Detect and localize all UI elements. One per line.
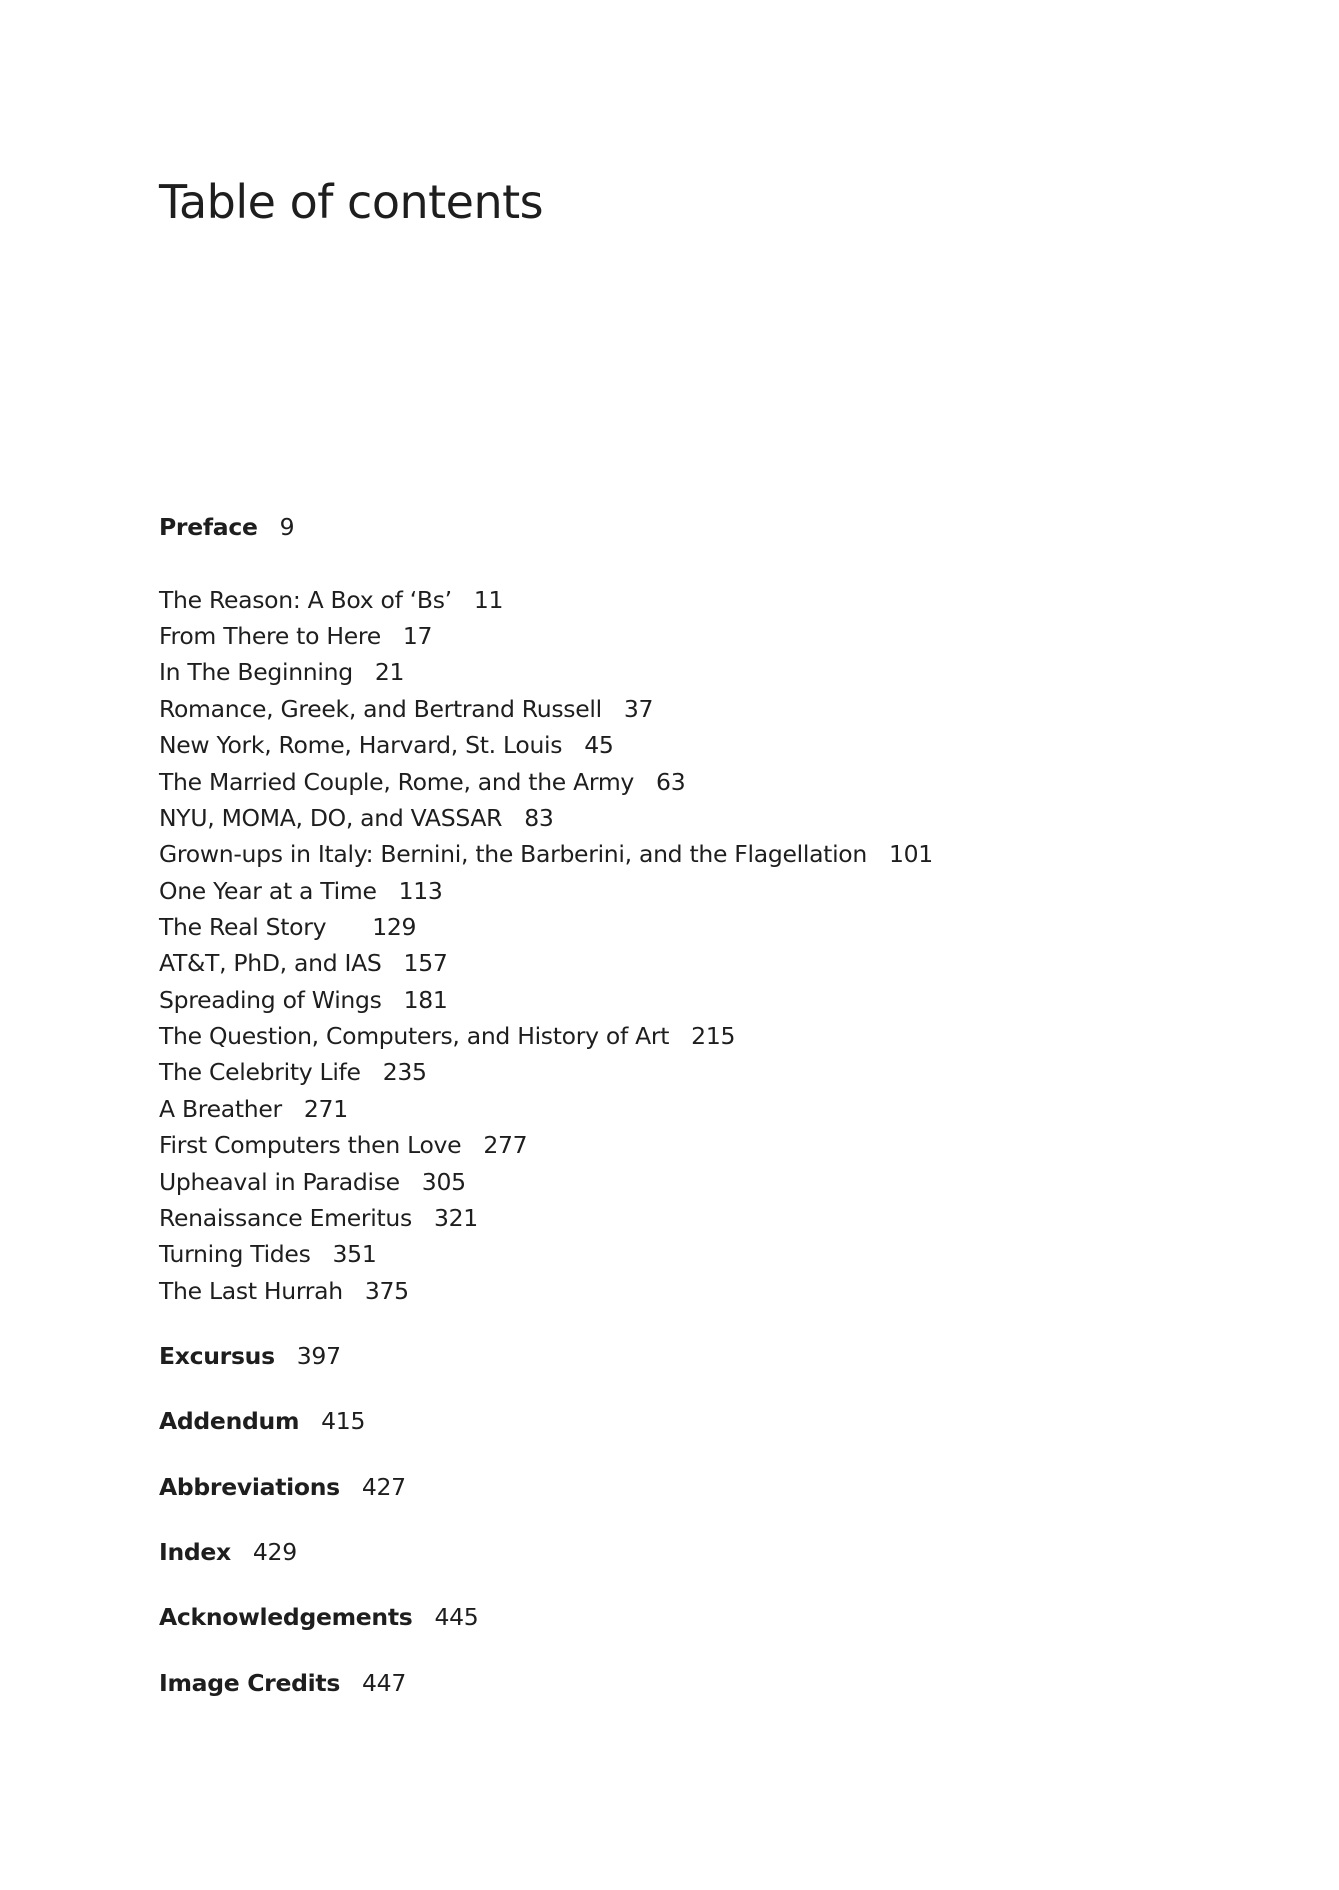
- toc-entry-page: 9: [279, 513, 295, 541]
- toc-entry-page: 181: [403, 986, 448, 1014]
- toc-entry-title: New York, Rome, Harvard, St. Louis: [159, 731, 563, 759]
- toc-entry-page: 375: [364, 1277, 409, 1305]
- toc-entry-page: 83: [524, 804, 554, 832]
- toc-entry-title: The Real Story: [159, 913, 327, 941]
- toc-entry-chapter: [159, 1238, 376, 1270]
- toc-entry-page: 415: [321, 1407, 366, 1435]
- toc-entry-title: The Question, Computers, and History of Art: [159, 1022, 670, 1050]
- toc-entry-title: Renaissance Emeritus: [159, 1204, 412, 1232]
- toc-entry-title: First Computers then Love: [159, 1131, 462, 1159]
- toc-entry-page: 45: [584, 731, 614, 759]
- toc-entry-page: 113: [398, 877, 443, 905]
- toc-entry-page: 37: [623, 695, 654, 723]
- toc-entry-page: 101: [888, 840, 933, 868]
- toc-entry-page: 215: [691, 1022, 736, 1050]
- toc-entry-page: 305: [421, 1168, 466, 1196]
- toc-entry-title: Romance, Greek, and Bertrand Russell: [159, 695, 602, 723]
- toc-entry-page: 63: [656, 768, 686, 796]
- toc-entry-chapter: [159, 729, 614, 761]
- toc-entry-title: Preface: [159, 513, 258, 541]
- toc-entry-excursus: [159, 1340, 341, 1372]
- toc-entry-title: Abbreviations: [159, 1473, 340, 1501]
- toc-entry-addendum: [159, 1405, 365, 1437]
- toc-entry-chapter: [159, 766, 685, 798]
- toc-entry-page: 11: [473, 586, 504, 614]
- toc-entry-title: NYU, MOMA, DO, and VASSAR: [159, 804, 503, 832]
- toc-entry-page: 429: [252, 1538, 297, 1566]
- toc-entry-title: Acknowledgements: [159, 1603, 413, 1631]
- toc-entry-chapter: [159, 911, 416, 943]
- toc-entry-title: The Reason: A Box of ‘Bs’: [159, 586, 452, 614]
- toc-entry-chapter: [159, 1093, 348, 1125]
- toc-entry-preface: [159, 511, 294, 543]
- toc-entry-chapter: [159, 1056, 427, 1088]
- toc-entry-title: Image Credits: [159, 1669, 341, 1697]
- toc-entry-chapter: [159, 693, 653, 725]
- toc-entry-page: 447: [362, 1669, 406, 1697]
- toc-entry-chapter: [159, 1202, 478, 1234]
- toc-entry-page: 277: [483, 1131, 528, 1159]
- toc-entry-chapter: [159, 947, 448, 979]
- toc-entry-chapter: [159, 584, 503, 616]
- toc-entry-chapter: [159, 802, 554, 834]
- toc-entry-chapter: [159, 875, 443, 907]
- toc-entry-title: Addendum: [159, 1407, 300, 1435]
- toc-entry-chapter: [159, 1275, 409, 1307]
- toc-entry-title: Upheaval in Paradise: [159, 1168, 400, 1196]
- toc-entry-abbreviations: [159, 1471, 406, 1503]
- toc-entry-title: Spreading of Wings: [159, 986, 382, 1014]
- toc-entry-chapter: [159, 984, 448, 1016]
- toc-entry-acknowledgements: [159, 1601, 478, 1633]
- toc-entry-page: 321: [433, 1204, 478, 1232]
- toc-entry-page: 235: [382, 1058, 427, 1086]
- toc-entry-chapter: [159, 656, 404, 688]
- toc-entry-page: 129: [372, 913, 417, 941]
- toc-entry-page: 397: [296, 1342, 341, 1370]
- toc-entry-chapter: [159, 1129, 527, 1161]
- toc-entry-title: The Married Couple, Rome, and the Army: [159, 768, 635, 796]
- toc-entry-title: Grown-ups in Italy: Bernini, the Barberini, and the Flagellation: [159, 840, 867, 868]
- toc-entry-title: The Last Hurrah: [159, 1277, 343, 1305]
- toc-entry-chapter: [159, 1166, 466, 1198]
- toc-entry-title: The Celebrity Life: [159, 1058, 361, 1086]
- toc-entry-page: 445: [434, 1603, 479, 1631]
- toc-entry-title: Excursus: [159, 1342, 275, 1370]
- toc-entry-image-credits: [159, 1667, 406, 1699]
- toc-entry-index: [159, 1536, 297, 1568]
- page-title: Table of contents: [159, 175, 544, 229]
- toc-entry-chapter: [159, 620, 432, 652]
- toc-entry-title: Index: [159, 1538, 231, 1566]
- toc-entry-page: 351: [332, 1240, 377, 1268]
- toc-entry-title: From There to Here: [159, 622, 381, 650]
- toc-entry-page: 157: [403, 949, 448, 977]
- toc-entry-title: A Breather: [159, 1095, 282, 1123]
- toc-entry-page: 21: [374, 658, 405, 686]
- toc-entry-title: In The Beginning: [159, 658, 353, 686]
- toc-entry-page: 17: [402, 622, 433, 650]
- toc-entry-chapter: [159, 838, 933, 870]
- toc-entry-title: Turning Tides: [159, 1240, 311, 1268]
- toc-entry-title: One Year at a Time: [159, 877, 377, 905]
- toc-entry-page: 271: [303, 1095, 348, 1123]
- toc-entry-chapter: [159, 1020, 735, 1052]
- toc-entry-title: AT&T, PhD, and IAS: [159, 949, 382, 977]
- toc-entry-page: 427: [361, 1473, 406, 1501]
